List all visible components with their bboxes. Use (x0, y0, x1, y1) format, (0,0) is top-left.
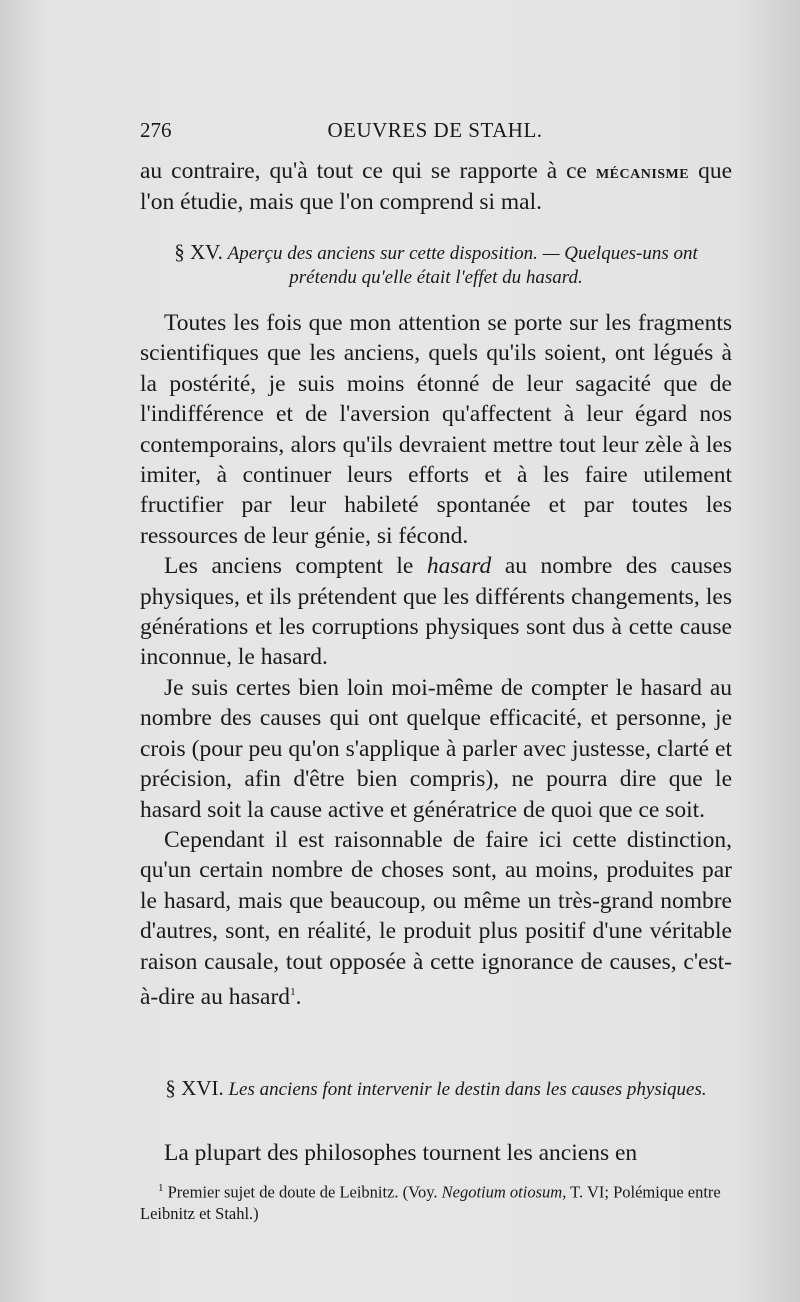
footnote-mark: 1 (158, 1182, 164, 1194)
paragraph-2 (140, 551, 732, 673)
section-xvi-heading (140, 1076, 732, 1102)
section-xvi-title: Les anciens font intervenir le destin dans les causes physiques. (228, 1079, 707, 1100)
continued-text-start: au contraire, qu'à tout ce qui se rapporte à ce (140, 158, 596, 184)
paragraph-4-text: Cependant il est raisonnable de faire ici cette distinction, qu'un certain nombre de choses sont, au moins, produites par le hasard, mais que beaucoup, ou même un très-grand nombre d'autres, sont, en réalité, le produit plus positif d'une véritable raison causale, tout opposée à cette ignorance de causes, c'est-à-dire au hasard (140, 826, 732, 1010)
paragraph-3: Je suis certes bien loin moi-même de compter le hasard au nombre des causes qui ont quelque efficacité, et personne, je crois (pour peu qu'on s'applique à parler avec justesse, clarté et précision, afin d'être bien compris), ne pourra dire que le hasard soit la cause active et génératrice de quoi que ce soit. (140, 674, 732, 823)
section-xvi-number: § XVI. (165, 1076, 224, 1100)
section-xv-title: Aperçu des anciens sur cette disposition. — Quelques-uns ont prétendu qu'elle était l'effet du hasard. (227, 243, 698, 288)
footnote (140, 1178, 732, 1224)
footnote-reference: 1 (290, 985, 296, 998)
footnote-work-title: Negotium otiosum (441, 1182, 563, 1202)
paragraph-2-start: Les anciens comptent le (164, 553, 427, 580)
section-xv-heading (140, 240, 732, 290)
continued-text-end: que l'on étudie, mais que l'on comprend si mal. (140, 158, 733, 216)
footnote-text-end: , T. VI; Polémique entre Leibnitz et Stahl.) (140, 1182, 721, 1223)
paragraph-4-end: . (295, 983, 302, 1010)
section-xv-number: § XV. (174, 240, 223, 264)
continued-paragraph (140, 156, 732, 218)
hasard-term: hasard (426, 553, 492, 580)
mecanisme-term: mécanisme (595, 161, 690, 183)
page-header (140, 118, 730, 148)
paragraph-2-end: au nombre des causes physiques, et ils prétendent que les différents changements, les générations et les corruptions physiques sont dus à cette cause inconnue, le hasard. (140, 553, 732, 671)
paragraph-1: Toutes les fois que mon attention se porte sur les fragments scientifiques que les anciens, quels qu'ils soient, ont légués à la postérité, je suis moins étonné de leur sagacité que de l'indifférence et de l'aversion qu'affectent à leur égard nos contemporains, alors qu'ils devraient mettre tout leur zèle à les imiter, à continuer leurs efforts et à les faire utilement fructifier par leur habileté spontanée et par toutes les ressources de leur génie, si fécond. (140, 310, 732, 549)
paragraph-5: La plupart des philosophes tournent les anciens en (164, 1140, 638, 1166)
paragraph-5-block (140, 1138, 732, 1168)
footnote-text-start: Premier sujet de doute de Leibnitz. (Voy. (163, 1182, 442, 1202)
page-number: 276 (140, 118, 172, 142)
paragraph-4 (140, 825, 732, 1012)
main-text (140, 308, 732, 1012)
running-title: OEUVRES DE STAHL. (327, 118, 543, 142)
